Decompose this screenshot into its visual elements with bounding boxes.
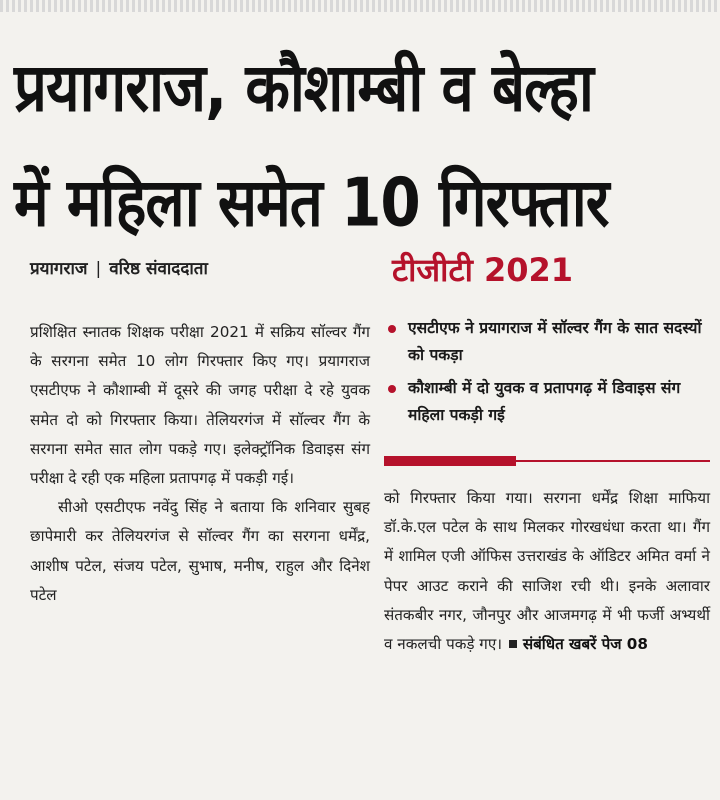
article-paragraph-3-text: को गिरफ्तार किया गया। सरगना धर्मेंद्र शिक्षा माफिया डॉ.के.एल पटेल के साथ मिलकर गोरखधंधा करता था। गैंग में शामिल एजी ऑफिस उत्तराखंड के ऑडिटर अमित वर्मा ने पेपर आउट कराने की साजिश रची थी। इनके अलावार संतकबीर नगर, जौनपुर और आजमगढ़ में भी फर्जी अभ्यर्थी व नकलची पकड़े गए। (384, 489, 710, 654)
article-paragraph-2: सीओ एसटीएफ नवेंदु सिंह ने बताया कि शनिवार सुबह छापेमारी कर तेलियरगंज से सॉल्वर गैंग का सरगना धर्मेंद्र, आशीष पटेल, संजय पटेल, सुभाष, मनीष, राहुल और दिनेश पटेल (30, 498, 370, 604)
byline-place: प्रयागराज (30, 259, 88, 279)
highlight-item (384, 315, 714, 369)
byline-author: वरिष्ठ संवाददाता (109, 259, 208, 279)
bullet-dot-icon (388, 385, 396, 393)
article-paragraph-1: प्रशिक्षित स्नातक शिक्षक परीक्षा 2021 में सक्रिय सॉल्वर गैंग के सरगना समेत 10 लोग गिरफ्तार किए गए। प्रयागराज एसटीएफ ने कौशाम्बी में दूसरे की जगह परीक्षा दे रहे युवक समेत दो को गिरफ्तार किया। तेलियरगंज में सॉल्वर गैंग के सरगना समेत सात लोग पकड़े गए। इलेक्ट्रॉनिक डिवाइस संग परीक्षा दे रही एक महिला प्रतापगढ़ में पकड़ी गई। (30, 323, 370, 488)
related-news-link[interactable] (507, 635, 648, 653)
headline-line-1: प्रयागराज, कौशाम्बी व बेल्हा (14, 48, 593, 127)
article-column-left (30, 318, 370, 610)
topic-tag: टीजीटी 2021 (392, 251, 574, 289)
divider-thin (516, 460, 710, 462)
highlight-text: कौशाम्बी में दो युवक व प्रतापगढ़ में डिवाइस संग महिला पकड़ी गई (408, 379, 681, 424)
highlight-item (384, 375, 714, 429)
highlights-list (384, 315, 714, 435)
related-news-label: संबंधित खबरें पेज 08 (522, 635, 648, 654)
square-bullet-icon (509, 640, 517, 648)
bullet-dot-icon (388, 325, 396, 333)
headline (14, 30, 706, 260)
article-column-right (384, 484, 710, 659)
divider-thick (384, 456, 516, 466)
highlight-text: एसटीएफ ने प्रयागराज में सॉल्वर गैंग के सात सदस्यों को पकड़ा (408, 319, 702, 364)
byline-separator: | (95, 259, 102, 279)
headline-line-2: में महिला समेत 10 गिरफ्तार (14, 163, 609, 242)
top-rule (0, 0, 720, 12)
byline (30, 256, 208, 279)
highlight-divider (384, 456, 710, 466)
article-paragraph-3 (384, 484, 710, 659)
